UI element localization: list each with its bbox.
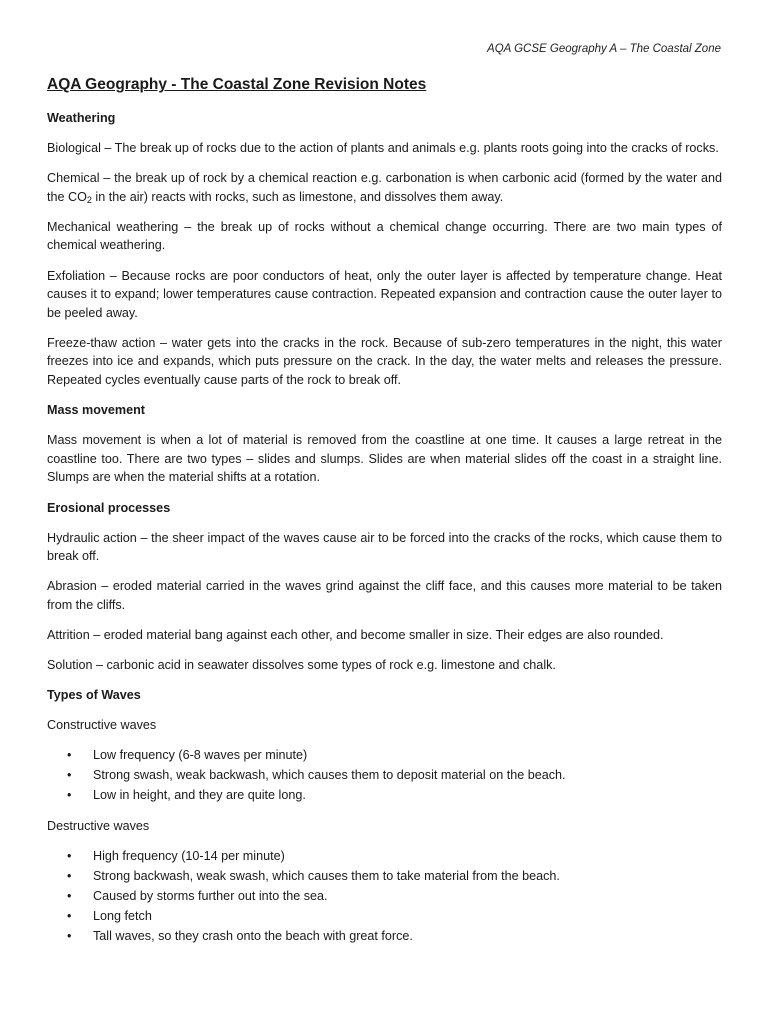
bullet-icon: •	[67, 928, 72, 943]
bullet-icon: •	[67, 748, 72, 763]
bullet-icon: •	[67, 849, 72, 864]
bullet-icon: •	[67, 768, 72, 783]
paragraph-chemical	[47, 169, 722, 206]
subheading-destructive: Destructive waves	[47, 819, 150, 834]
bullet-icon: •	[67, 787, 72, 802]
list-item: • Strong swash, weak backwash, which causes them to deposit material on the beach.	[93, 766, 722, 786]
document-body	[47, 109, 722, 958]
paragraph-solution: Solution – carbonic acid in seawater dissolves some types of rock e.g. limestone and chalk.	[47, 658, 556, 673]
list-constructive	[47, 746, 722, 805]
section-heading-erosional: Erosional processes	[47, 500, 171, 515]
document-title: AQA Geography - The Coastal Zone Revision Notes	[47, 76, 427, 93]
list-item: • Caused by storms further out into the sea.	[93, 887, 722, 907]
list-item: • Low in height, and they are quite long.	[93, 786, 722, 806]
chemical-text-end: in the air) reacts with rocks, such as limestone, and dissolves them away.	[91, 189, 504, 204]
bullet-icon: •	[67, 908, 72, 923]
paragraph-biological: Biological – The break up of rocks due to the action of plants and animals e.g. plants roots going into the cracks of rocks.	[47, 141, 719, 156]
list-item: • Tall waves, so they crash onto the beach with great force.	[93, 927, 722, 947]
list-item: • Long fetch	[93, 907, 722, 927]
list-item: • Strong backwash, weak swash, which causes them to take material from the beach.	[93, 867, 722, 887]
paragraph-hydraulic: Hydraulic action – the sheer impact of the waves cause air to be forced into the cracks of the rocks, which cause them to break off.	[47, 530, 722, 564]
subheading-constructive: Constructive waves	[47, 718, 157, 733]
bullet-icon: •	[67, 869, 72, 884]
list-item: • Low frequency (6-8 waves per minute)	[93, 746, 722, 766]
list-destructive	[47, 847, 722, 946]
paragraph-abrasion: Abrasion – eroded material carried in the waves grind against the cliff face, and this causes more material to be taken from the cliffs.	[47, 579, 722, 612]
paragraph-freeze-thaw: Freeze-thaw action – water gets into the cracks in the rock. Because of sub-zero temperatures in the night, this water freezes into ice and expands, which puts pressure on the crack. In the day, the water melts and releases the pressure. Repeated cycles eventually cause parts of the rock to break off.	[47, 335, 722, 388]
paragraph-attrition: Attrition – eroded material bang against each other, and become smaller in size. Their edges are also rounded.	[47, 627, 664, 642]
section-heading-waves: Types of Waves	[47, 688, 141, 703]
paragraph-mechanical: Mechanical weathering – the break up of rocks without a chemical change occurring. There are two main types of chemical weathering.	[47, 219, 722, 253]
co2-subscript: 2	[86, 194, 92, 205]
section-heading-mass-movement: Mass movement	[47, 403, 145, 418]
list-item: • High frequency (10-14 per minute)	[93, 847, 722, 867]
section-heading-weathering: Weathering	[47, 111, 116, 125]
running-header: AQA GCSE Geography A – The Coastal Zone	[487, 43, 721, 55]
chemical-text-start: Chemical – the break up of rock by a chemical reaction e.g. carbonation is when carbonic acid (formed by the water and the CO	[47, 171, 722, 204]
paragraph-exfoliation: Exfoliation – Because rocks are poor conductors of heat, only the outer layer is affected by temperature change. Heat causes it to expand; lower temperatures cause contraction. Repeated expansion and contraction cause the outer layer to be peeled away.	[47, 268, 722, 320]
bullet-icon: •	[67, 888, 72, 903]
paragraph-mass-movement: Mass movement is when a lot of material is removed from the coastline at one time. It causes a large retreat in the coastline too. There are two types – slides and slumps. Slides are when material slides off the coast in a straight line. Slumps are when the material shifts at a rotation.	[47, 433, 722, 485]
